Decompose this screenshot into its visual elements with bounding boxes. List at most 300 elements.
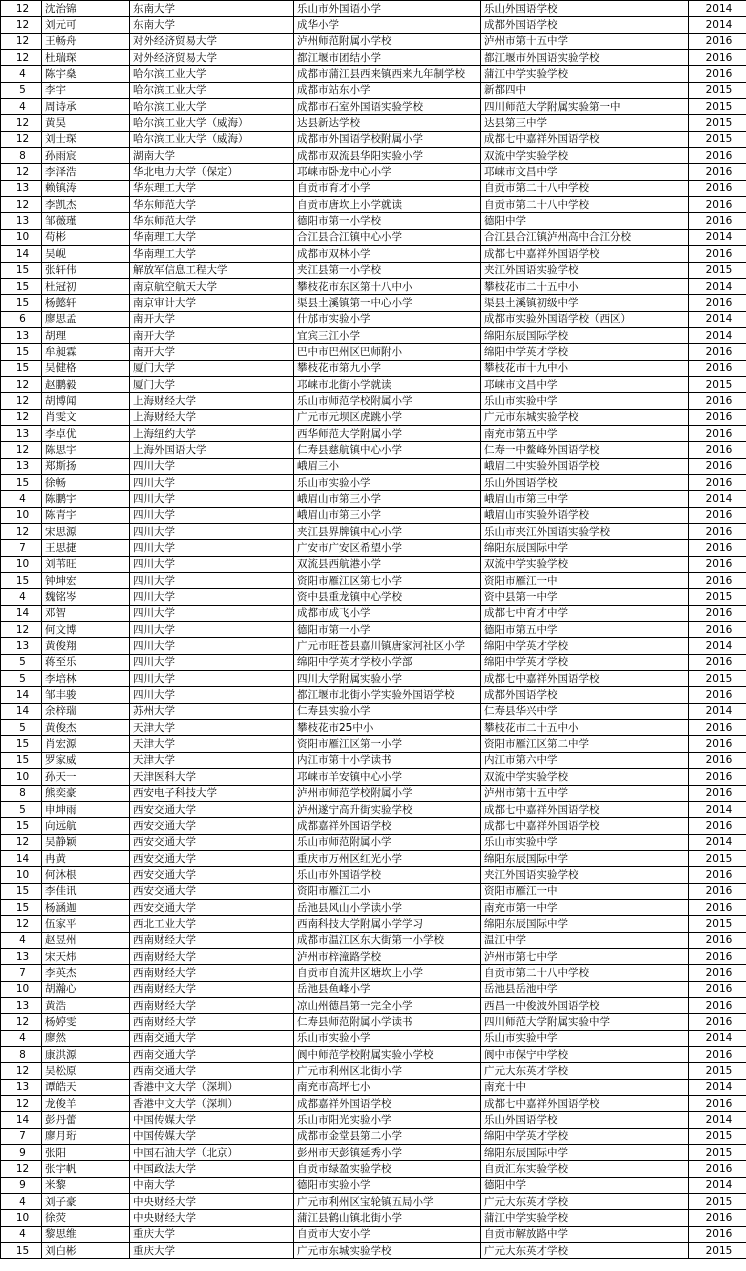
primary-school-cell: 什邡市实验小学 <box>294 311 481 327</box>
middle-school-cell: 仁寿一中鳌峰外国语学校 <box>481 442 689 458</box>
middle-school-cell: 邛崃市文昌中学 <box>481 376 689 392</box>
table-row <box>1 1243 746 1259</box>
name-cell: 李培林 <box>42 671 130 687</box>
grade-cell: 8 <box>1 785 42 801</box>
primary-school-cell: 成都嘉祥外国语学校 <box>294 1096 481 1112</box>
university-cell: 西南财经大学 <box>130 997 294 1013</box>
primary-school-cell: 重庆市万州区红光小学 <box>294 850 481 866</box>
grade-cell: 4 <box>1 589 42 605</box>
middle-school-cell: 夹江外国语实验学校 <box>481 867 689 883</box>
university-cell: 中央财经大学 <box>130 1194 294 1210</box>
grade-cell: 7 <box>1 540 42 556</box>
table-row <box>1 1194 746 1210</box>
name-cell: 赵鹏毅 <box>42 376 130 392</box>
primary-school-cell: 绵阳中学英才学校小学部 <box>294 654 481 670</box>
year-cell: 2016 <box>689 425 746 441</box>
year-cell: 2014 <box>689 311 746 327</box>
year-cell: 2015 <box>689 671 746 687</box>
table-row <box>1 425 746 441</box>
table-row <box>1 605 746 621</box>
university-cell: 华东师范大学 <box>130 197 294 213</box>
primary-school-cell: 峨眉山市第三小学 <box>294 491 481 507</box>
primary-school-cell: 资阳市雁江二小 <box>294 883 481 899</box>
primary-school-cell: 西南科技大学附属小学学习 <box>294 916 481 932</box>
grade-cell: 7 <box>1 965 42 981</box>
university-cell: 华东师范大学 <box>130 213 294 229</box>
name-cell: 钟坤宏 <box>42 573 130 589</box>
primary-school-cell: 蒲江县鹤山镇北街小学 <box>294 1210 481 1226</box>
grade-cell: 12 <box>1 442 42 458</box>
table-row <box>1 491 746 507</box>
table-row <box>1 82 746 98</box>
middle-school-cell: 攀枝花市十九中小 <box>481 360 689 376</box>
year-cell: 2015 <box>689 99 746 115</box>
university-cell: 西安交通大学 <box>130 867 294 883</box>
middle-school-cell: 蒲江中学实验学校 <box>481 66 689 82</box>
grade-cell: 15 <box>1 278 42 294</box>
year-cell: 2014 <box>689 834 746 850</box>
year-cell: 2014 <box>689 703 746 719</box>
year-cell: 2016 <box>689 1226 746 1242</box>
name-cell: 黄昊 <box>42 115 130 131</box>
grade-cell: 4 <box>1 1226 42 1242</box>
name-cell: 李佳讯 <box>42 883 130 899</box>
primary-school-cell: 仁寿县实验小学 <box>294 703 481 719</box>
name-cell: 何沐根 <box>42 867 130 883</box>
primary-school-cell: 攀枝花市东区第十八中小 <box>294 278 481 294</box>
university-cell: 哈尔滨工业大学 <box>130 82 294 98</box>
university-cell: 天津大学 <box>130 752 294 768</box>
primary-school-cell: 成都市外国语学校附属小学 <box>294 131 481 147</box>
table-row <box>1 213 746 229</box>
university-cell: 四川大学 <box>130 589 294 605</box>
university-cell: 厦门大学 <box>130 376 294 392</box>
year-cell: 2016 <box>689 197 746 213</box>
grade-cell: 8 <box>1 148 42 164</box>
name-cell: 康洪源 <box>42 1047 130 1063</box>
middle-school-cell: 攀枝花市二十五中小 <box>481 278 689 294</box>
university-cell: 香港中文大学（深圳） <box>130 1079 294 1095</box>
year-cell: 2016 <box>689 409 746 425</box>
table-row <box>1 573 746 589</box>
year-cell: 2014 <box>689 1030 746 1046</box>
name-cell: 龙俊羊 <box>42 1096 130 1112</box>
middle-school-cell: 成都外国语学校 <box>481 17 689 33</box>
primary-school-cell: 乐山市阳光实验小学 <box>294 1112 481 1128</box>
table-row <box>1 458 746 474</box>
name-cell: 谭皓天 <box>42 1079 130 1095</box>
university-cell: 四川大学 <box>130 474 294 490</box>
year-cell: 2016 <box>689 769 746 785</box>
grade-cell: 12 <box>1 131 42 147</box>
primary-school-cell: 广元市元坝区虎跳小学 <box>294 409 481 425</box>
primary-school-cell: 西华师范大学附属小学 <box>294 425 481 441</box>
grade-cell: 10 <box>1 867 42 883</box>
year-cell: 2015 <box>689 376 746 392</box>
name-cell: 吴静颖 <box>42 834 130 850</box>
primary-school-cell: 广元市利州区宝轮镇五局小学 <box>294 1194 481 1210</box>
primary-school-cell: 成都市温江区东大街第一小学校 <box>294 932 481 948</box>
name-cell: 肖雯文 <box>42 409 130 425</box>
year-cell: 2016 <box>689 736 746 752</box>
primary-school-cell: 宜宾三江小学 <box>294 327 481 343</box>
name-cell: 陈思宇 <box>42 442 130 458</box>
name-cell: 罗家威 <box>42 752 130 768</box>
year-cell: 2016 <box>689 393 746 409</box>
table-row <box>1 524 746 540</box>
middle-school-cell: 自贡市第二十八中学校 <box>481 965 689 981</box>
grade-cell: 12 <box>1 1096 42 1112</box>
grade-cell: 15 <box>1 262 42 278</box>
university-cell: 上海财经大学 <box>130 409 294 425</box>
primary-school-cell: 南充市高坪七小 <box>294 1079 481 1095</box>
middle-school-cell: 绵阳东辰国际中学 <box>481 1145 689 1161</box>
middle-school-cell: 乐山市夹江外国语实验学校 <box>481 524 689 540</box>
primary-school-cell: 泸州师范附属小学校 <box>294 33 481 49</box>
middle-school-cell: 德阳中学 <box>481 1177 689 1193</box>
middle-school-cell: 绵阳中学英才学校 <box>481 344 689 360</box>
table-row <box>1 1096 746 1112</box>
year-cell: 2016 <box>689 213 746 229</box>
middle-school-cell: 乐山市实验中学 <box>481 393 689 409</box>
grade-cell: 5 <box>1 720 42 736</box>
middle-school-cell: 成都市实验外国语学校（西区） <box>481 311 689 327</box>
name-cell: 刘苇旺 <box>42 556 130 572</box>
middle-school-cell: 内江市第六中学 <box>481 752 689 768</box>
primary-school-cell: 泸州遂宁高升街实验学校 <box>294 801 481 817</box>
name-cell: 陈青宇 <box>42 507 130 523</box>
middle-school-cell: 渠县土溪镇初级中学 <box>481 295 689 311</box>
university-cell: 解放军信息工程大学 <box>130 262 294 278</box>
middle-school-cell: 乐山外国语学校 <box>481 1 689 17</box>
university-cell: 苏州大学 <box>130 703 294 719</box>
table-row <box>1 1177 746 1193</box>
middle-school-cell: 绵阳中学英才学校 <box>481 654 689 670</box>
name-cell: 杨懿轩 <box>42 295 130 311</box>
middle-school-cell: 乐山市实验中学 <box>481 1030 689 1046</box>
table-row <box>1 965 746 981</box>
middle-school-cell: 成都七中嘉祥外国语学校 <box>481 818 689 834</box>
university-cell: 上海纽约大学 <box>130 425 294 441</box>
name-cell: 肖宏源 <box>42 736 130 752</box>
grade-cell: 6 <box>1 311 42 327</box>
university-cell: 西北工业大学 <box>130 916 294 932</box>
year-cell: 2016 <box>689 524 746 540</box>
university-cell: 天津大学 <box>130 736 294 752</box>
table-row <box>1 474 746 490</box>
middle-school-cell: 峨眉山市实验外语学校 <box>481 507 689 523</box>
table-row <box>1 916 746 932</box>
grade-cell: 9 <box>1 1177 42 1193</box>
primary-school-cell: 峨眉山市第三小学 <box>294 507 481 523</box>
primary-school-cell: 合江县合江镇中心小学 <box>294 229 481 245</box>
name-cell: 王思捷 <box>42 540 130 556</box>
university-cell: 西安交通大学 <box>130 850 294 866</box>
middle-school-cell: 绵阳东辰国际学校 <box>481 327 689 343</box>
grade-cell: 10 <box>1 556 42 572</box>
grade-cell: 4 <box>1 1030 42 1046</box>
university-cell: 西安电子科技大学 <box>130 785 294 801</box>
primary-school-cell: 乐山市实验小学 <box>294 1030 481 1046</box>
table-row <box>1 1226 746 1242</box>
year-cell: 2016 <box>689 1161 746 1177</box>
primary-school-cell: 资阳市雁江区第七小学 <box>294 573 481 589</box>
university-cell: 华南理工大学 <box>130 246 294 262</box>
primary-school-cell: 德阳市第一小学 <box>294 622 481 638</box>
name-cell: 邓智 <box>42 605 130 621</box>
table-row <box>1 1079 746 1095</box>
year-cell: 2016 <box>689 899 746 915</box>
year-cell: 2016 <box>689 948 746 964</box>
year-cell: 2014 <box>689 638 746 654</box>
middle-school-cell: 南充十中 <box>481 1079 689 1095</box>
name-cell: 周诗承 <box>42 99 130 115</box>
grade-cell: 12 <box>1 1 42 17</box>
year-cell: 2014 <box>689 1 746 17</box>
grade-cell: 12 <box>1 164 42 180</box>
middle-school-cell: 绵阳东辰国际中学 <box>481 916 689 932</box>
name-cell: 黄俊杰 <box>42 720 130 736</box>
university-cell: 天津医科大学 <box>130 769 294 785</box>
grade-cell: 12 <box>1 622 42 638</box>
university-cell: 对外经济贸易大学 <box>130 50 294 66</box>
year-cell: 2016 <box>689 1047 746 1063</box>
year-cell: 2014 <box>689 491 746 507</box>
table-row <box>1 164 746 180</box>
primary-school-cell: 双流县西航港小学 <box>294 556 481 572</box>
primary-school-cell: 岳池县风山小学读小学 <box>294 899 481 915</box>
university-cell: 四川大学 <box>130 638 294 654</box>
primary-school-cell: 广元市旺苍县嘉川镇唐家河社区小学 <box>294 638 481 654</box>
grade-cell: 14 <box>1 605 42 621</box>
middle-school-cell: 资阳市雁江区第二中学 <box>481 736 689 752</box>
university-cell: 南京审计大学 <box>130 295 294 311</box>
name-cell: 徐荧 <box>42 1210 130 1226</box>
table-row <box>1 703 746 719</box>
year-cell: 2016 <box>689 556 746 572</box>
primary-school-cell: 广安市广安区希望小学 <box>294 540 481 556</box>
year-cell: 2016 <box>689 180 746 196</box>
year-cell: 2015 <box>689 916 746 932</box>
grade-cell: 12 <box>1 834 42 850</box>
primary-school-cell: 乐山市外国语学校 <box>294 867 481 883</box>
year-cell: 2016 <box>689 573 746 589</box>
primary-school-cell: 自贡市育才小学 <box>294 180 481 196</box>
middle-school-cell: 成都七中育才中学 <box>481 605 689 621</box>
table-row <box>1 834 746 850</box>
university-cell: 西安交通大学 <box>130 883 294 899</box>
middle-school-cell: 新都四中 <box>481 82 689 98</box>
primary-school-cell: 成都市石室外国语实验学校 <box>294 99 481 115</box>
table-row <box>1 948 746 964</box>
name-cell: 黎思维 <box>42 1226 130 1242</box>
name-cell: 邹丰骏 <box>42 687 130 703</box>
grade-cell: 15 <box>1 752 42 768</box>
grade-cell: 9 <box>1 1145 42 1161</box>
university-cell: 天津大学 <box>130 720 294 736</box>
year-cell: 2016 <box>689 752 746 768</box>
table-row <box>1 99 746 115</box>
grade-cell: 5 <box>1 82 42 98</box>
name-cell: 邹薇瑾 <box>42 213 130 229</box>
table-row <box>1 654 746 670</box>
year-cell: 2014 <box>689 278 746 294</box>
grade-cell: 13 <box>1 327 42 343</box>
middle-school-cell: 阆中市保宁中学校 <box>481 1047 689 1063</box>
university-cell: 香港中文大学（深圳） <box>130 1096 294 1112</box>
name-cell: 黄浩 <box>42 997 130 1013</box>
table-row <box>1 278 746 294</box>
table-row <box>1 17 746 33</box>
middle-school-cell: 广元大东英才学校 <box>481 1063 689 1079</box>
middle-school-cell: 广元大东英才学校 <box>481 1243 689 1259</box>
table-row <box>1 262 746 278</box>
grade-cell: 10 <box>1 769 42 785</box>
year-cell: 2016 <box>689 458 746 474</box>
primary-school-cell: 自贡市绿盈实验学校 <box>294 1161 481 1177</box>
year-cell: 2016 <box>689 867 746 883</box>
middle-school-cell: 成都七中嘉祥外国语学校 <box>481 1096 689 1112</box>
university-cell: 厦门大学 <box>130 360 294 376</box>
middle-school-cell: 德阳市第五中学 <box>481 622 689 638</box>
table-row <box>1 131 746 147</box>
primary-school-cell: 自贡市唐坎上小学就读 <box>294 197 481 213</box>
middle-school-cell: 西昌一中俊波外国语学校 <box>481 997 689 1013</box>
university-cell: 重庆大学 <box>130 1226 294 1242</box>
middle-school-cell: 资阳市雁江一中 <box>481 573 689 589</box>
primary-school-cell: 都江堰市团结小学 <box>294 50 481 66</box>
university-cell: 西安交通大学 <box>130 834 294 850</box>
university-cell: 四川大学 <box>130 654 294 670</box>
table-row <box>1 246 746 262</box>
university-cell: 华东理工大学 <box>130 180 294 196</box>
grade-cell: 15 <box>1 736 42 752</box>
middle-school-cell: 乐山外国语学校 <box>481 474 689 490</box>
name-cell: 廖思孟 <box>42 311 130 327</box>
name-cell: 李英杰 <box>42 965 130 981</box>
university-cell: 四川大学 <box>130 491 294 507</box>
university-cell: 东南大学 <box>130 1 294 17</box>
table-row <box>1 148 746 164</box>
university-cell: 中国政法大学 <box>130 1161 294 1177</box>
grade-cell: 15 <box>1 360 42 376</box>
table-row <box>1 1161 746 1177</box>
year-cell: 2014 <box>689 229 746 245</box>
primary-school-cell: 成都市蒲江县西来镇西来九年制学校 <box>294 66 481 82</box>
primary-school-cell: 巴中市巴州区巴师附小 <box>294 344 481 360</box>
middle-school-cell: 资阳市雁江一中 <box>481 883 689 899</box>
university-cell: 四川大学 <box>130 622 294 638</box>
middle-school-cell: 双流中学实验学校 <box>481 556 689 572</box>
middle-school-cell: 成都七中嘉祥外国语学校 <box>481 801 689 817</box>
university-cell: 南开大学 <box>130 344 294 360</box>
middle-school-cell: 四川师范大学附属实验中学 <box>481 1014 689 1030</box>
table-row <box>1 932 746 948</box>
university-cell: 中国传媒大学 <box>130 1112 294 1128</box>
name-cell: 李泽浩 <box>42 164 130 180</box>
grade-cell: 13 <box>1 638 42 654</box>
name-cell: 刘元可 <box>42 17 130 33</box>
university-cell: 华北电力大学（保定） <box>130 164 294 180</box>
table-row <box>1 736 746 752</box>
middle-school-cell: 泸州市第十五中学 <box>481 785 689 801</box>
year-cell: 2016 <box>689 997 746 1013</box>
grade-cell: 13 <box>1 425 42 441</box>
primary-school-cell: 凉山州德昌第一完全小学 <box>294 997 481 1013</box>
primary-school-cell: 达县新达学校 <box>294 115 481 131</box>
grade-cell: 4 <box>1 99 42 115</box>
grade-cell: 5 <box>1 671 42 687</box>
middle-school-cell: 夹江外国语实验学校 <box>481 262 689 278</box>
table-row <box>1 1210 746 1226</box>
grade-cell: 4 <box>1 932 42 948</box>
table-row <box>1 442 746 458</box>
name-cell: 张宇帆 <box>42 1161 130 1177</box>
table-row <box>1 769 746 785</box>
primary-school-cell: 夹江县界牌镇中心小学 <box>294 524 481 540</box>
name-cell: 杨涵迦 <box>42 899 130 915</box>
middle-school-cell: 广元大东英才学校 <box>481 1194 689 1210</box>
grade-cell: 15 <box>1 1243 42 1259</box>
middle-school-cell: 仁寿县华兴中学 <box>481 703 689 719</box>
table-row <box>1 33 746 49</box>
name-cell: 陈鹏宇 <box>42 491 130 507</box>
year-cell: 2015 <box>689 115 746 131</box>
name-cell: 余梓瑞 <box>42 703 130 719</box>
year-cell: 2015 <box>689 1145 746 1161</box>
primary-school-cell: 成都市站东小学 <box>294 82 481 98</box>
year-cell: 2016 <box>689 818 746 834</box>
middle-school-cell: 成都外国语学校 <box>481 687 689 703</box>
name-cell: 牟昶霖 <box>42 344 130 360</box>
table-row <box>1 785 746 801</box>
primary-school-cell: 广元市东城实验学校 <box>294 1243 481 1259</box>
university-cell: 西安交通大学 <box>130 899 294 915</box>
primary-school-cell: 德阳市实验小学 <box>294 1177 481 1193</box>
name-cell: 沈治锦 <box>42 1 130 17</box>
middle-school-cell: 四川师范大学附属实验第一中 <box>481 99 689 115</box>
middle-school-cell: 绵阳中学英才学校 <box>481 638 689 654</box>
grade-cell: 14 <box>1 1112 42 1128</box>
name-cell: 杨婷雯 <box>42 1014 130 1030</box>
name-cell: 孙雨宸 <box>42 148 130 164</box>
name-cell: 杜冠初 <box>42 278 130 294</box>
table-row <box>1 1063 746 1079</box>
grade-cell: 8 <box>1 1047 42 1063</box>
year-cell: 2014 <box>689 1112 746 1128</box>
middle-school-cell: 泸州市第十五中学 <box>481 33 689 49</box>
university-cell: 西安交通大学 <box>130 818 294 834</box>
table-row <box>1 1 746 17</box>
grade-cell: 14 <box>1 687 42 703</box>
table-row <box>1 507 746 523</box>
name-cell: 郑斯扬 <box>42 458 130 474</box>
middle-school-cell: 乐山外国语学校 <box>481 1112 689 1128</box>
grade-cell: 12 <box>1 1063 42 1079</box>
year-cell: 2014 <box>689 801 746 817</box>
table-row <box>1 818 746 834</box>
name-cell: 伍家平 <box>42 916 130 932</box>
middle-school-cell: 乐山市实验中学 <box>481 834 689 850</box>
grade-cell: 15 <box>1 344 42 360</box>
grade-cell: 12 <box>1 524 42 540</box>
table-row <box>1 360 746 376</box>
middle-school-cell: 资中县第一中学 <box>481 589 689 605</box>
university-cell: 西南财经大学 <box>130 965 294 981</box>
middle-school-cell: 岳池县岳池中学 <box>481 981 689 997</box>
year-cell: 2015 <box>689 850 746 866</box>
primary-school-cell: 岳池县鱼峰小学 <box>294 981 481 997</box>
